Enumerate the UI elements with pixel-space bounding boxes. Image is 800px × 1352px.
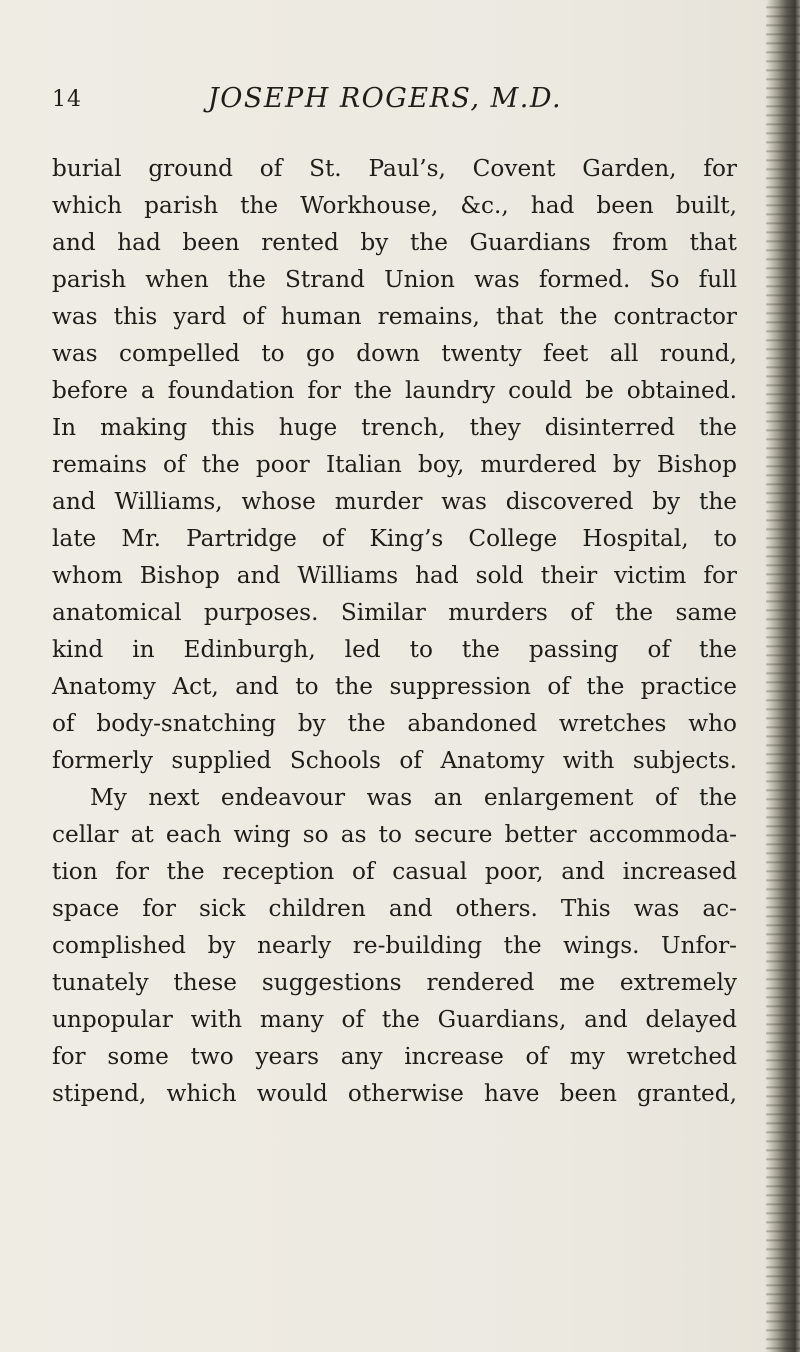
- text-line: parish when the Strand Union was formed. So full: [52, 266, 737, 293]
- text-line: Anatomy Act, and to the suppression of the practice: [52, 673, 737, 700]
- paragraph-start-line: My next endeavour was an enlargement of the: [90, 784, 737, 811]
- text-line: formerly supplied Schools of Anatomy with subjects.: [52, 747, 737, 774]
- text-line: was this yard of human remains, that the contractor: [52, 303, 737, 330]
- text-line: tunately these suggestions rendered me extremely: [52, 969, 737, 996]
- body-text: [52, 150, 737, 1112]
- text-line: In making this huge trench, they disinterred the: [52, 414, 737, 441]
- text-line: anatomical purposes. Similar murders of the same: [52, 599, 737, 626]
- text-line: tion for the reception of casual poor, and increased: [52, 858, 737, 885]
- text-line: stipend, which would otherwise have been granted,: [52, 1080, 737, 1107]
- text-line: was compelled to go down twenty feet all round,: [52, 340, 737, 367]
- text-line: space for sick children and others. This was ac-: [52, 895, 737, 922]
- page-edge-shadow: [766, 0, 800, 1352]
- text-line: kind in Edinburgh, led to the passing of the: [52, 636, 737, 663]
- text-line: for some two years any increase of my wretched: [52, 1043, 737, 1070]
- text-line: cellar at each wing so as to secure better accommoda-: [52, 821, 737, 848]
- running-head: JOSEPH ROGERS, M.D.: [207, 83, 563, 114]
- text-line: of body-snatching by the abandoned wretches who: [52, 710, 737, 737]
- text-line: remains of the poor Italian boy, murdered by Bishop: [52, 451, 737, 478]
- page-header: [0, 83, 770, 123]
- page-number: 14: [52, 87, 82, 112]
- text-line: late Mr. Partridge of King’s College Hospital, to: [52, 525, 737, 552]
- text-line: burial ground of St. Paul’s, Covent Garden, for: [52, 155, 737, 182]
- text-line: and Williams, whose murder was discovered by the: [52, 488, 737, 515]
- text-line: before a foundation for the laundry could be obtained.: [52, 377, 737, 404]
- text-line: and had been rented by the Guardians from that: [52, 229, 737, 256]
- text-line: whom Bishop and Williams had sold their victim for: [52, 562, 737, 589]
- text-line: unpopular with many of the Guardians, and delayed: [52, 1006, 737, 1033]
- text-line: complished by nearly re-building the wings. Unfor-: [52, 932, 737, 959]
- text-line: which parish the Workhouse, &c., had been built,: [52, 192, 737, 219]
